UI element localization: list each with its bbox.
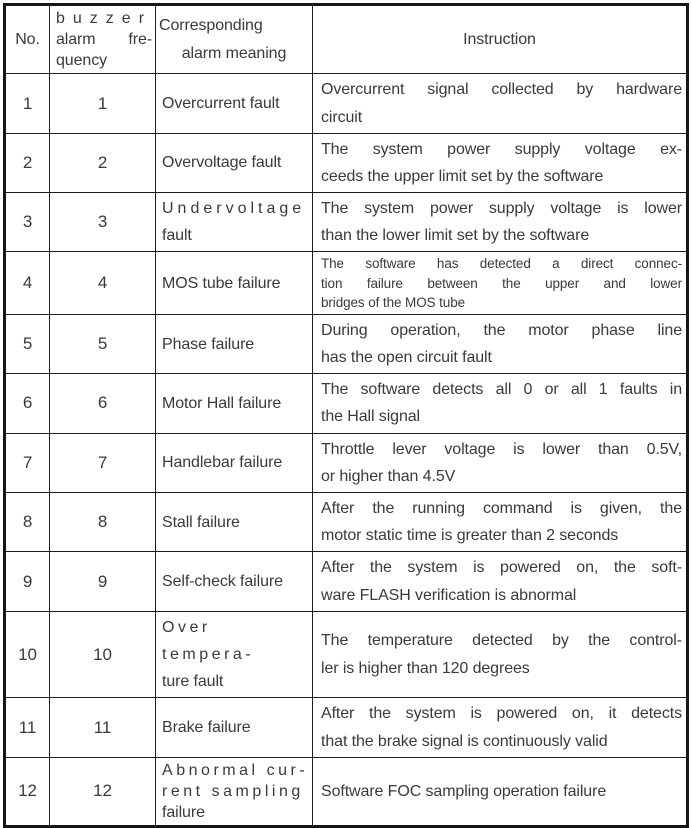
cell-instruction	[313, 698, 688, 757]
cell-no: 6	[5, 374, 50, 433]
text-line: Undervoltage	[162, 200, 306, 218]
cell-frequency: 4	[50, 252, 156, 314]
text-line: ceeds the upper limit set by the software	[321, 167, 604, 185]
text-line: After the system is powered on, the soft-	[321, 559, 682, 577]
text-line: ler is higher than 120 degrees	[321, 659, 530, 677]
cell-instruction	[313, 314, 688, 373]
text-line: ware FLASH verification is abnormal	[321, 586, 577, 604]
table-row	[5, 552, 688, 611]
cell-meaning	[156, 757, 313, 826]
table-header	[5, 5, 688, 74]
cell-instruction	[313, 133, 688, 192]
cell-no: 8	[5, 493, 50, 552]
text-line: circuit	[321, 108, 363, 126]
cell-meaning	[156, 611, 313, 698]
cell-no: 1	[5, 74, 50, 133]
text-line: After the running command is given, the	[321, 500, 682, 518]
text-line: failure	[162, 803, 205, 821]
fault-code-table	[3, 3, 689, 828]
text-line: fault	[162, 227, 192, 245]
text-line: Throttle lever voltage is lower than 0.5V,	[321, 440, 682, 458]
text-line: After the system is powered on, it detects	[321, 705, 682, 723]
text-line: Overcurrent fault	[162, 94, 280, 112]
header-row	[5, 5, 688, 74]
text-line: Corresponding	[159, 17, 263, 35]
cell-frequency: 9	[50, 552, 156, 611]
table-body	[5, 74, 688, 827]
cell-instruction	[313, 74, 688, 133]
cell-no: 12	[5, 757, 50, 826]
text-line: the Hall signal	[321, 408, 421, 426]
text-line: or higher than 4.5V	[321, 467, 456, 485]
header-meaning	[156, 5, 313, 74]
text-line: During operation, the motor phase line	[321, 321, 682, 339]
text-line: ture fault	[162, 673, 224, 691]
cell-instruction	[313, 552, 688, 611]
cell-frequency: 5	[50, 314, 156, 373]
text-line: The temperature detected by the control-	[321, 632, 682, 650]
cell-instruction	[313, 757, 688, 826]
cell-meaning	[156, 74, 313, 133]
text-line: alarm fre-	[56, 31, 152, 49]
text-line: Phase failure	[162, 335, 255, 353]
cell-frequency: 10	[50, 611, 156, 698]
text-line: Stall failure	[162, 513, 240, 531]
cell-no: 11	[5, 698, 50, 757]
table-row	[5, 698, 688, 757]
text-line: Abnormal cur-	[162, 761, 309, 779]
text-line: Brake failure	[162, 718, 251, 736]
text-line: Overcurrent signal collected by hardware	[321, 81, 682, 99]
header-instruction	[313, 5, 688, 74]
text-line: Motor Hall failure	[162, 394, 282, 412]
cell-frequency: 12	[50, 757, 156, 826]
text-line: Over tempera-	[162, 618, 255, 663]
header-frequency	[50, 5, 156, 74]
text-line: than the lower limit set by the software	[321, 227, 590, 245]
cell-instruction	[313, 433, 688, 492]
cell-instruction	[313, 493, 688, 552]
text-line: quency	[56, 52, 107, 70]
text-line: Overvoltage fault	[162, 154, 282, 172]
cell-frequency: 11	[50, 698, 156, 757]
text-line: No.	[15, 31, 40, 49]
text-line: Handlebar failure	[162, 454, 283, 472]
cell-frequency: 6	[50, 374, 156, 433]
cell-frequency: 3	[50, 193, 156, 252]
cell-instruction	[313, 252, 688, 314]
table-row	[5, 757, 688, 826]
text-line: Software FOC sampling operation failure	[321, 782, 607, 800]
cell-frequency: 2	[50, 133, 156, 192]
text-line: bridges of the MOS tube	[321, 294, 466, 310]
cell-instruction	[313, 611, 688, 698]
table-row	[5, 314, 688, 373]
cell-no: 2	[5, 133, 50, 192]
text-line: tion failure between the upper and lower	[321, 275, 682, 291]
cell-meaning	[156, 133, 313, 192]
cell-frequency: 8	[50, 493, 156, 552]
cell-meaning	[156, 252, 313, 314]
text-line: has the open circuit fault	[321, 349, 492, 367]
text-line: The system power supply voltage ex-	[321, 140, 682, 158]
text-line: that the brake signal is continuously valid	[321, 732, 608, 750]
table-row	[5, 374, 688, 433]
cell-meaning	[156, 374, 313, 433]
text-line: The system power supply voltage is lower	[321, 200, 682, 218]
cell-meaning	[156, 314, 313, 373]
cell-no: 10	[5, 611, 50, 698]
table-row	[5, 193, 688, 252]
text-line: alarm meaning	[181, 44, 287, 62]
page	[0, 3, 692, 821]
text-line: MOS tube failure	[162, 274, 281, 292]
text-line: The software detects all 0 or all 1 faults in	[321, 381, 682, 399]
cell-no: 5	[5, 314, 50, 373]
cell-no: 7	[5, 433, 50, 492]
table-row	[5, 74, 688, 133]
table-row	[5, 133, 688, 192]
text-line: motor static time is greater than 2 seconds	[321, 527, 619, 545]
cell-no: 9	[5, 552, 50, 611]
text-line: buzzer	[56, 10, 153, 27]
cell-instruction	[313, 374, 688, 433]
text-line: Self-check failure	[162, 573, 283, 591]
cell-meaning	[156, 698, 313, 757]
table-row	[5, 493, 688, 552]
cell-no: 3	[5, 193, 50, 252]
cell-frequency: 1	[50, 74, 156, 133]
header-no	[5, 5, 50, 74]
table-row	[5, 433, 688, 492]
table-row	[5, 611, 688, 698]
cell-frequency: 7	[50, 433, 156, 492]
cell-no: 4	[5, 252, 50, 314]
cell-meaning	[156, 433, 313, 492]
table-row	[5, 252, 688, 314]
text-line: rent sampling	[162, 782, 304, 800]
cell-meaning	[156, 193, 313, 252]
text-line: The software has detected a direct connec-	[321, 256, 682, 272]
cell-meaning	[156, 552, 313, 611]
cell-instruction	[313, 193, 688, 252]
cell-meaning	[156, 493, 313, 552]
text-line: Instruction	[463, 31, 536, 49]
